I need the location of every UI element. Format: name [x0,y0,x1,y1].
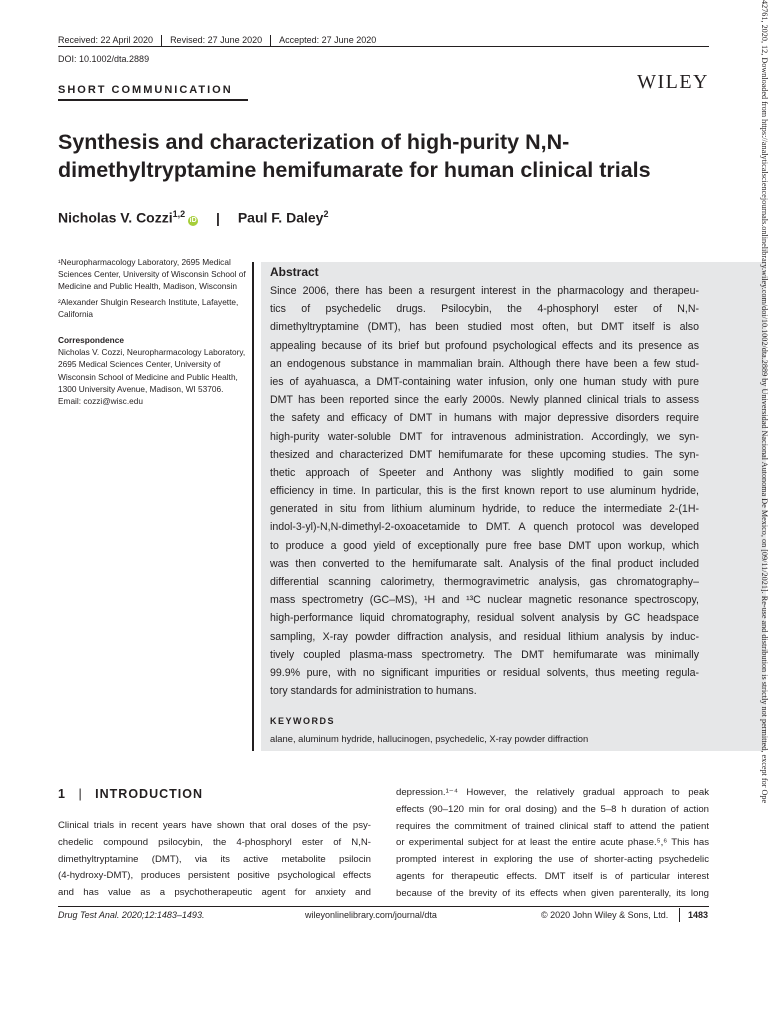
footer-divider [679,908,680,922]
orcid-icon[interactable]: iD [189,216,197,224]
text-line: ies of ayahuasca, a DMT-containing water infusion, only one human study with pure [270,375,699,388]
text-line: requires the commitment of trained clinical staff to attend the patient [396,820,709,832]
journal-url[interactable]: wileyonlinelibrary.com/journal/dta [305,910,437,920]
text-line: mass spectrometry (GC–MS), ¹H and ¹³C nuclear magnetic resonance spectroscopy, [270,594,699,607]
affiliation: ²Alexander Shulgin Research Institute, Lafayette, California [58,296,239,319]
text-line: chedelic compound psilocybin, the 4-phosphoryl ester of N,N- [58,836,371,848]
text-line: tively coupled plasma-mass spectrometry. The DMT hemifumarate was minimally [270,648,699,661]
text-line: effects (90–120 min for oral dosing) and the 5–8 h duration of action [396,803,709,815]
text-line: Since 2006, there has been a resurgent interest in the pharmacology and therapeu- [270,285,699,297]
text-line: to produce a good yield of exceptionally pure free base DMT upon workup, which [270,539,699,552]
abstract-text [270,282,699,700]
text-line: depression.¹⁻⁴ However, the relatively gradual approach to peak [396,787,709,798]
section-title: INTRODUCTION [95,787,203,801]
doi[interactable]: DOI: 10.1002/dta.2889 [58,54,150,64]
text-line: sampling, X-ray powder diffraction analysis, and residual lithium analysis by induc- [270,630,699,643]
body-column-left [58,818,371,902]
author-separator: | [216,209,220,226]
text-line: or experimental subject for at least the entire acute phase.⁵,⁶ This has [396,837,709,849]
abstract-side-rule [252,262,254,751]
text-line: the safety and efficacy of DMT in humans with major depressive disorders require [270,412,699,425]
article-type: SHORT COMMUNICATION [58,84,233,96]
article-type-underline [58,99,248,101]
text-line: high-performance liquid chromatography, residual solvent analysis by GC headspace [270,612,699,625]
keywords-list: alane, aluminum hydride, hallucinogen, psychedelic, X-ray powder diffraction [270,733,589,744]
header-rule [58,46,709,47]
affiliation: ¹Neuropharmacology Laboratory, 2695 Medical Sciences Center, University of Wisconsin School of Medicine and Public Health, Madison, Wisconsin [58,257,246,292]
text-line: tics of psychedelic drugs. Psilocybin, the 4-phosphoryl ester of N,N- [270,303,699,316]
received-date: Received: 22 April 2020 [58,35,154,46]
abstract-heading: Abstract [270,265,319,279]
text-line: and has value as a psychotherapeutic agent for anxiety and [58,887,371,899]
body-column-right [396,785,709,903]
text-line: an endogenous substance in mammalian brain. Although there have been a few stud- [270,357,699,370]
journal-citation: Drug Test Anal. 2020;12:1483–1493. [58,910,205,920]
text-line: thetic approach of Speeter and Anthony was slightly modified to gain some [270,466,699,479]
title-line: Synthesis and characterization of high-purity N,N- [58,130,570,154]
section-separator: | [78,787,83,801]
section-number: 1 [58,787,66,801]
text-line: differential scanning calorimetry, thermogravimetric analysis, gas chromatography– [270,576,699,588]
text-line: dimethyltryptamine (DMT), via its active metabolite psilocin [58,853,371,865]
author-name[interactable]: Nicholas V. Cozzi [58,209,173,226]
keywords-heading: KEYWORDS [270,716,336,726]
text-line: dimethyltryptamine (DMT), has been studied most often, but DMT itself is also [270,321,699,334]
text-line: agents for therapeutic effects. DMT itself is of particular interest [396,870,709,882]
text-line: because of the brevity of its effects when given parenterally, its long [396,887,709,899]
article-title [58,128,698,184]
correspondence-email[interactable]: Email: cozzi@wisc.edu [58,396,143,407]
correspondence-heading: Correspondence [58,335,124,346]
correspondence-address: Nicholas V. Cozzi, Neuropharmacology Laboratory, 2695 Medical Sciences Center, University of Wisconsin School of Medicine and Public Health, 1300 University Avenue, Madison, WI 53706. [58,347,246,394]
footer-rule [58,906,709,907]
author-name[interactable]: Paul F. Daley [237,209,324,226]
page-number: 1483 [688,910,709,920]
publisher-logo: WILEY [637,71,709,93]
title-line: dimethyltryptamine hemifumarate for human clinical trials [58,158,651,182]
text-line: DMT has been reported since the early 2000s. Newly planned clinical trials to assess [270,394,699,407]
text-line: high-purity water-soluble DMT for intravenous administration. Accordingly, we syn- [270,430,699,443]
author-list [58,209,328,226]
download-notice[interactable]: 42761, 2020, 12, Downloaded from https://analyticalsciencejournals.onlinelibrary.wiley.com/doi/10.1002/dta.2889 by Universidad Nacional Autonoma De Mexico, on [09/11/2021]. Re-use and distribution is strictly not permitted, except for Ope [760,0,769,804]
affiliations [58,256,248,410]
text-line: prompted interest in exploring the use of shorter-acting psychedelic [396,854,709,866]
accepted-date: Accepted: 27 June 2020 [279,35,377,46]
text-line: appealing because of its brief but profound psychological effects and its presence as [270,339,699,352]
text-line: generated in situ from lithium aluminum hydride, to reduce the intermediate 2-(1H- [270,503,699,516]
text-line: (4-hydroxy-DMT), produces persistent positive psychological effects [58,870,371,882]
text-line: thesized and characterized DMT hemifumarate for these upcoming studies. The syn- [270,448,699,461]
text-line: was then converted to the hemifumarate salt. Analysis of the final product included [270,557,699,570]
author-affil-sup: 2 [323,209,329,219]
text-line: 99.9% pure, with no significant impurities or residual solvents, thus meeting regula- [270,666,699,679]
revised-date: Revised: 27 June 2020 [170,35,263,46]
copyright: © 2020 John Wiley & Sons, Ltd. [541,910,669,920]
text-line: tory standards for administration to humans. [270,685,477,698]
text-line: Clinical trials in recent years have shown that oral doses of the psy- [58,820,371,831]
author-affil-sup: 1,2 [172,209,186,219]
text-line: indol-3-yl)-N,N-dimethyl-2-oxoacetamide to DMT. A quench protocol was developed [270,521,699,534]
section-heading [58,787,203,801]
download-sidebar [757,0,769,804]
text-line: efficiency in time. In particular, this is the first known report to use aluminum hydride, [270,485,699,498]
